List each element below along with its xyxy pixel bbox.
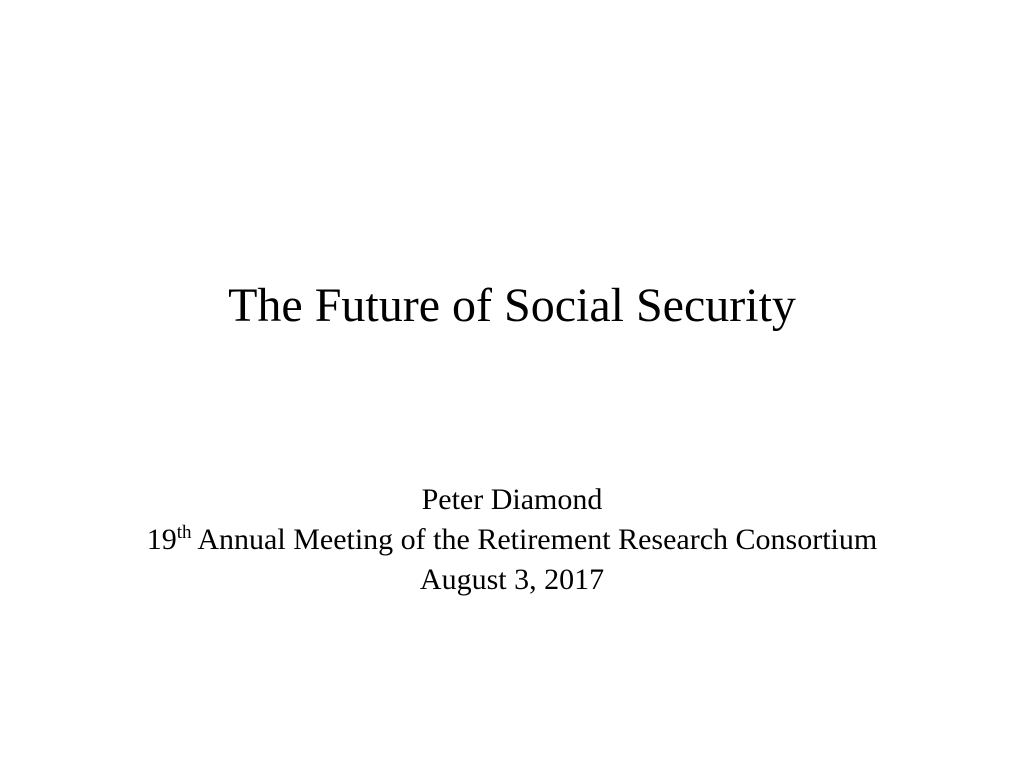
meeting-ordinal-suffix: th: [176, 522, 192, 543]
presentation-date: August 3, 2017: [419, 563, 605, 596]
meeting-name: Annual Meeting of the Retirement Research Consortium: [191, 523, 878, 556]
author-name: Peter Diamond: [421, 483, 603, 516]
meeting-ordinal-number: 19: [146, 523, 177, 556]
slide-title: The Future of Social Security: [228, 279, 796, 332]
meeting-name-line: [0, 520, 1024, 560]
presentation-details: [0, 480, 1024, 600]
